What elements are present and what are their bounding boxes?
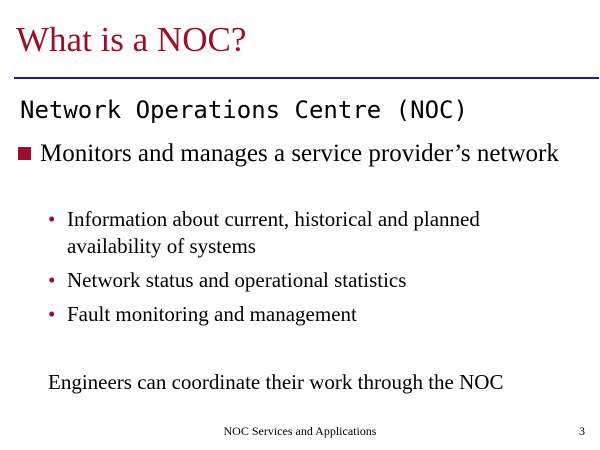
footer-title: NOC Services and Applications bbox=[223, 424, 377, 438]
sub-bullet-item bbox=[46, 301, 566, 328]
sub-bullet-text: Network status and operational statistics bbox=[67, 268, 407, 292]
slide-subtitle: Network Operations Centre (NOC) bbox=[20, 96, 468, 124]
sub-bullet-list bbox=[46, 206, 566, 335]
main-bullet-text: Monitors and manages a service provider’s network bbox=[40, 140, 559, 167]
slide-title: What is a NOC? bbox=[16, 20, 247, 59]
bullet-dot-icon: • bbox=[48, 207, 56, 231]
main-bullet bbox=[18, 138, 578, 169]
square-bullet-icon bbox=[18, 147, 31, 160]
sub-bullet-text: Information about current, historical and planned availability of systems bbox=[67, 207, 480, 258]
sub-bullet-text: Fault monitoring and management bbox=[67, 302, 357, 326]
closing-statement: Engineers can coordinate their work through the NOC bbox=[48, 370, 504, 394]
bullet-dot-icon: • bbox=[48, 268, 56, 292]
page-number: 3 bbox=[579, 424, 585, 438]
sub-bullet-item bbox=[46, 267, 566, 294]
sub-bullet-item bbox=[46, 206, 566, 260]
title-divider bbox=[14, 77, 599, 79]
bullet-dot-icon: • bbox=[48, 302, 56, 326]
